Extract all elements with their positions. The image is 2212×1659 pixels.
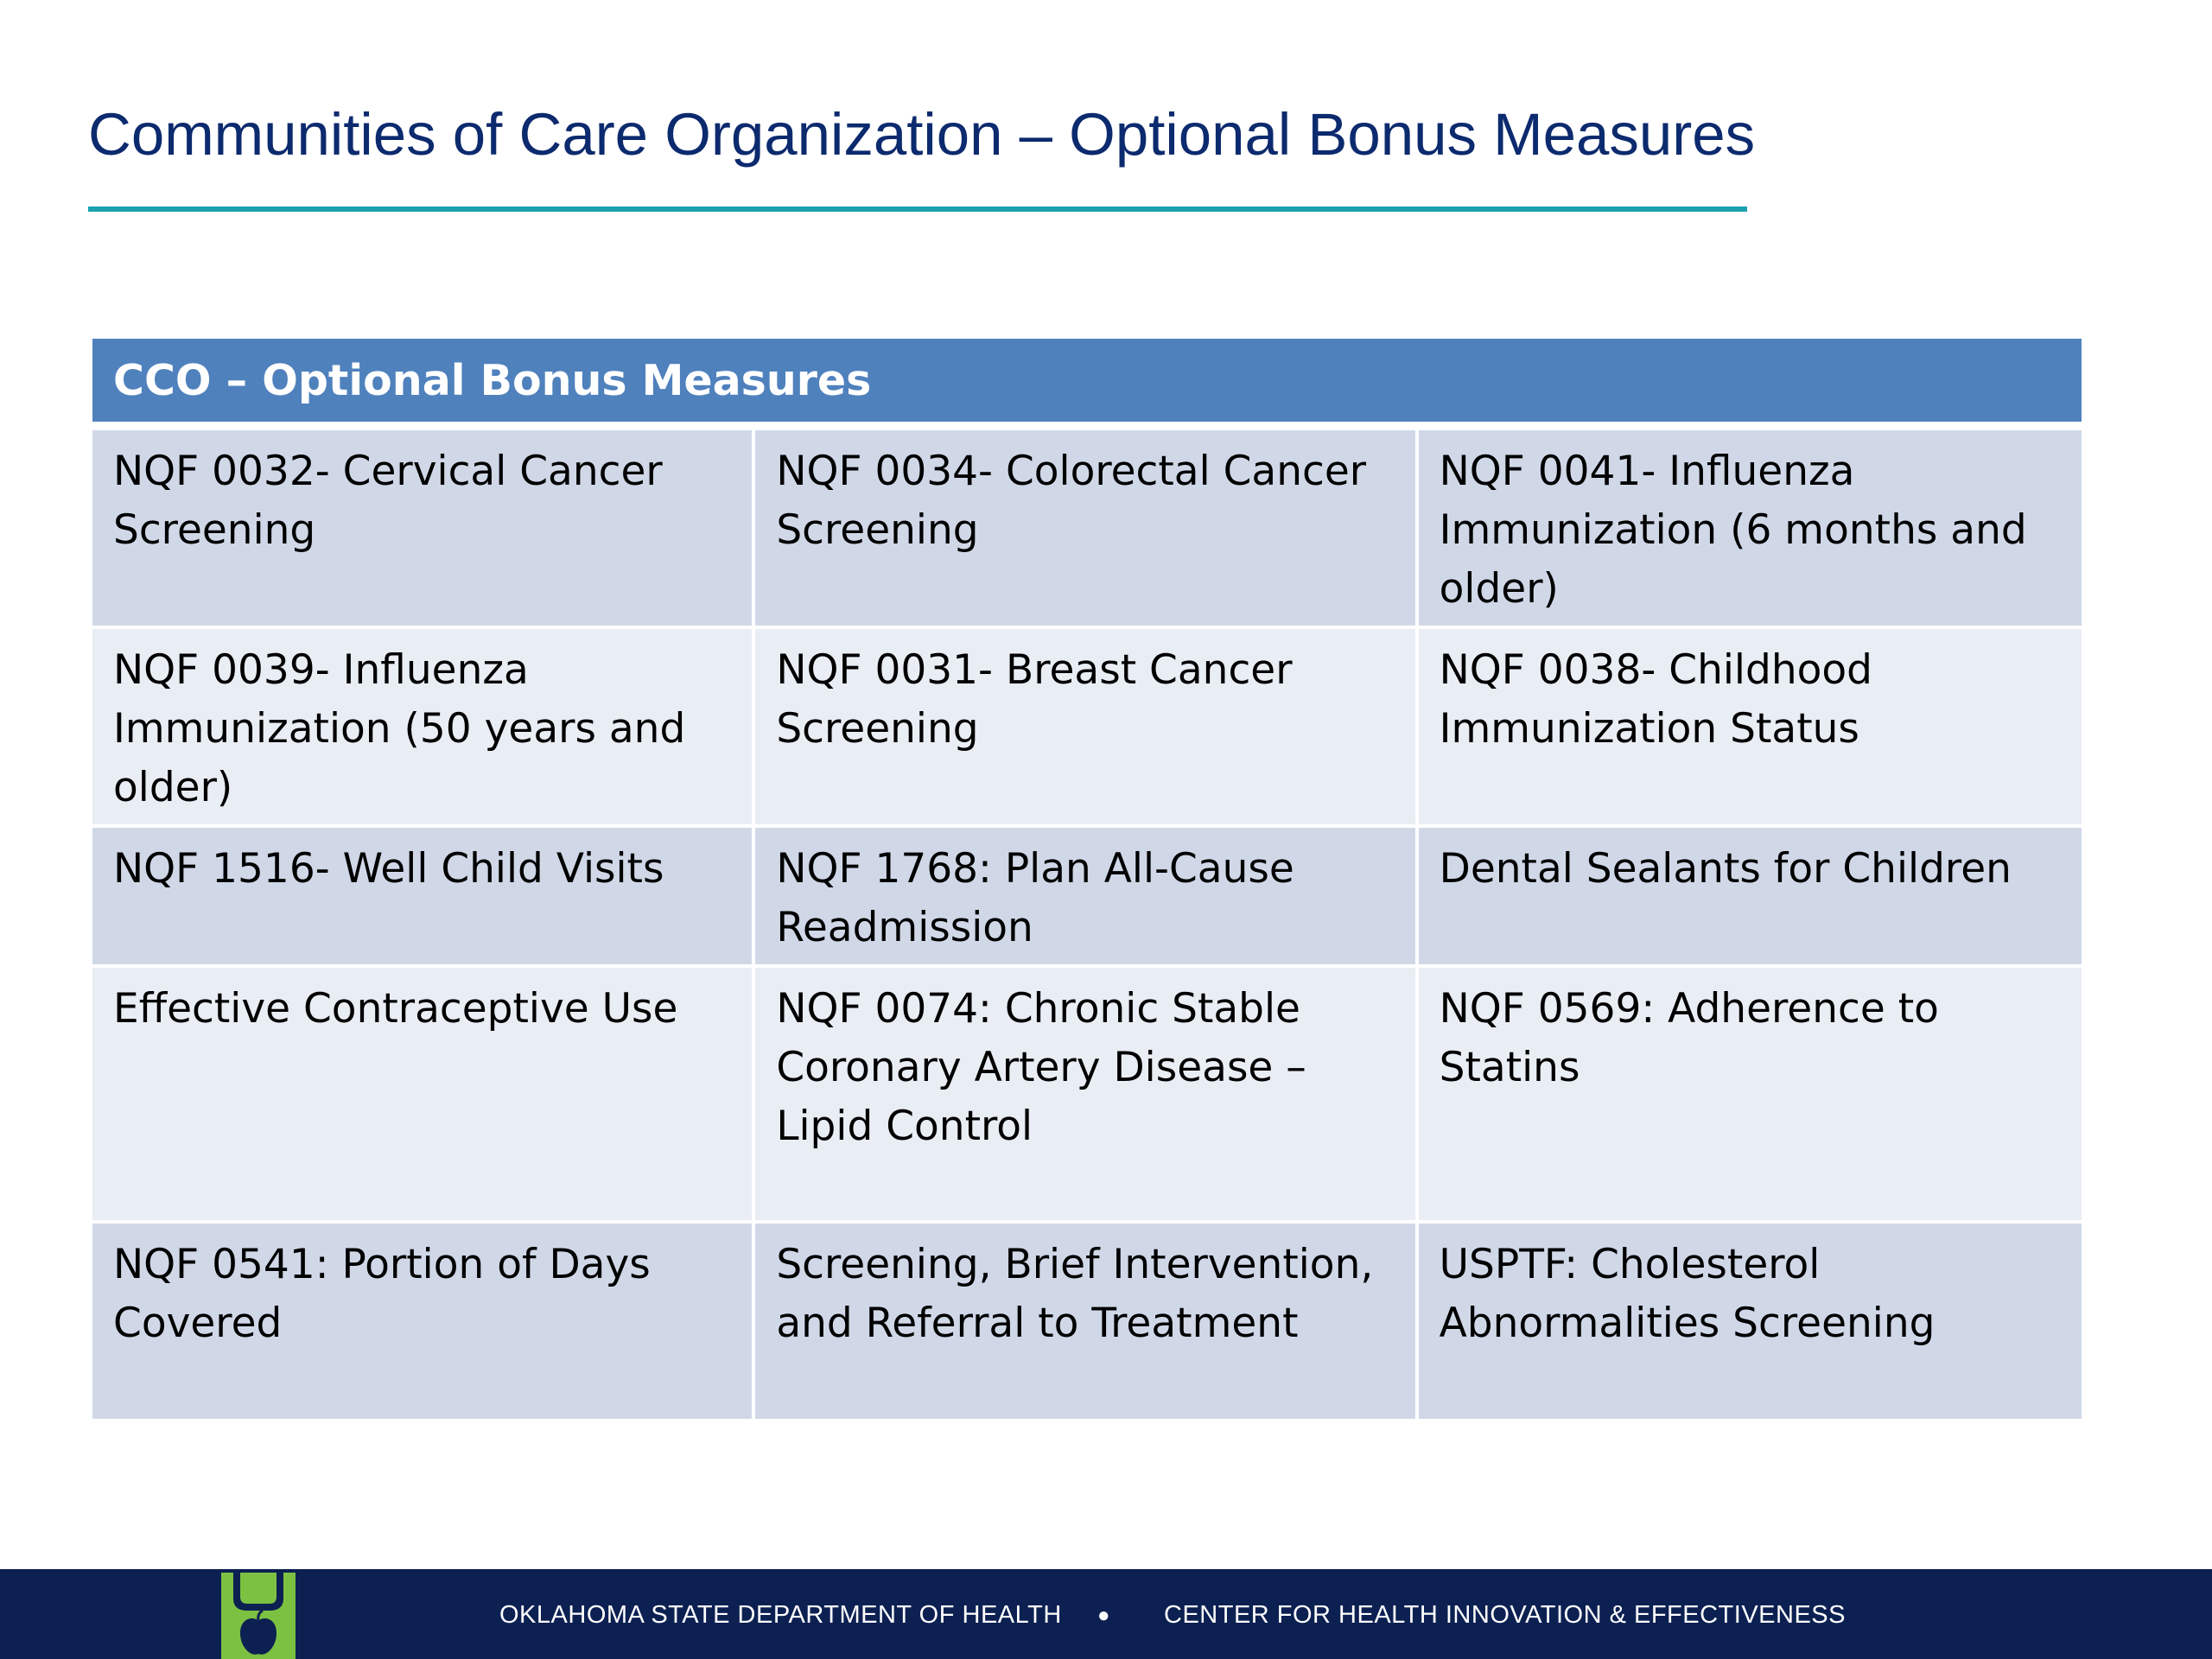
table-cell: NQF 0034- Colorectal Cancer Screening	[755, 430, 1418, 629]
table-cell: NQF 0031- Breast Cancer Screening	[755, 629, 1418, 828]
table-header: CCO – Optional Bonus Measures	[92, 339, 2082, 430]
apple-logo-icon	[221, 1573, 296, 1659]
table-header-row	[92, 339, 2082, 430]
table-cell: NQF 0074: Chronic Stable Coronary Artery Disease – Lipid Control	[755, 968, 1418, 1224]
table-cell: NQF 1768: Plan All-Cause Readmission	[755, 828, 1418, 968]
table-row	[92, 968, 2082, 1224]
table-cell: NQF 1516- Well Child Visits	[92, 828, 755, 968]
table-row	[92, 430, 2082, 629]
footer-separator: ●	[1097, 1604, 1110, 1627]
slide-title: Communities of Care Organization – Optional Bonus Measures	[88, 101, 1756, 168]
table-cell: Effective Contraceptive Use	[92, 968, 755, 1224]
table-row	[92, 828, 2082, 968]
table-cell: Dental Sealants for Children	[1419, 828, 2082, 968]
footer-organization: OKLAHOMA STATE DEPARTMENT OF HEALTH	[499, 1601, 1062, 1629]
title-underline	[88, 207, 1747, 212]
table-row	[92, 629, 2082, 828]
table-cell: NQF 0569: Adherence to Statins	[1419, 968, 2082, 1224]
table-cell: NQF 0041- Influenza Immunization (6 months and older)	[1419, 430, 2082, 629]
footer-center-name: CENTER FOR HEALTH INNOVATION & EFFECTIVENESS	[1164, 1601, 1846, 1629]
table-cell: NQF 0541: Portion of Days Covered	[92, 1224, 755, 1422]
measures-table	[92, 339, 2082, 1422]
table-row	[92, 1224, 2082, 1422]
table-cell: NQF 0038- Childhood Immunization Status	[1419, 629, 2082, 828]
table-cell: Screening, Brief Intervention, and Referral to Treatment	[755, 1224, 1418, 1422]
table-cell: NQF 0032- Cervical Cancer Screening	[92, 430, 755, 629]
table-cell: USPTF: Cholesterol Abnormalities Screening	[1419, 1224, 2082, 1422]
table-cell: NQF 0039- Influenza Immunization (50 years and older)	[92, 629, 755, 828]
